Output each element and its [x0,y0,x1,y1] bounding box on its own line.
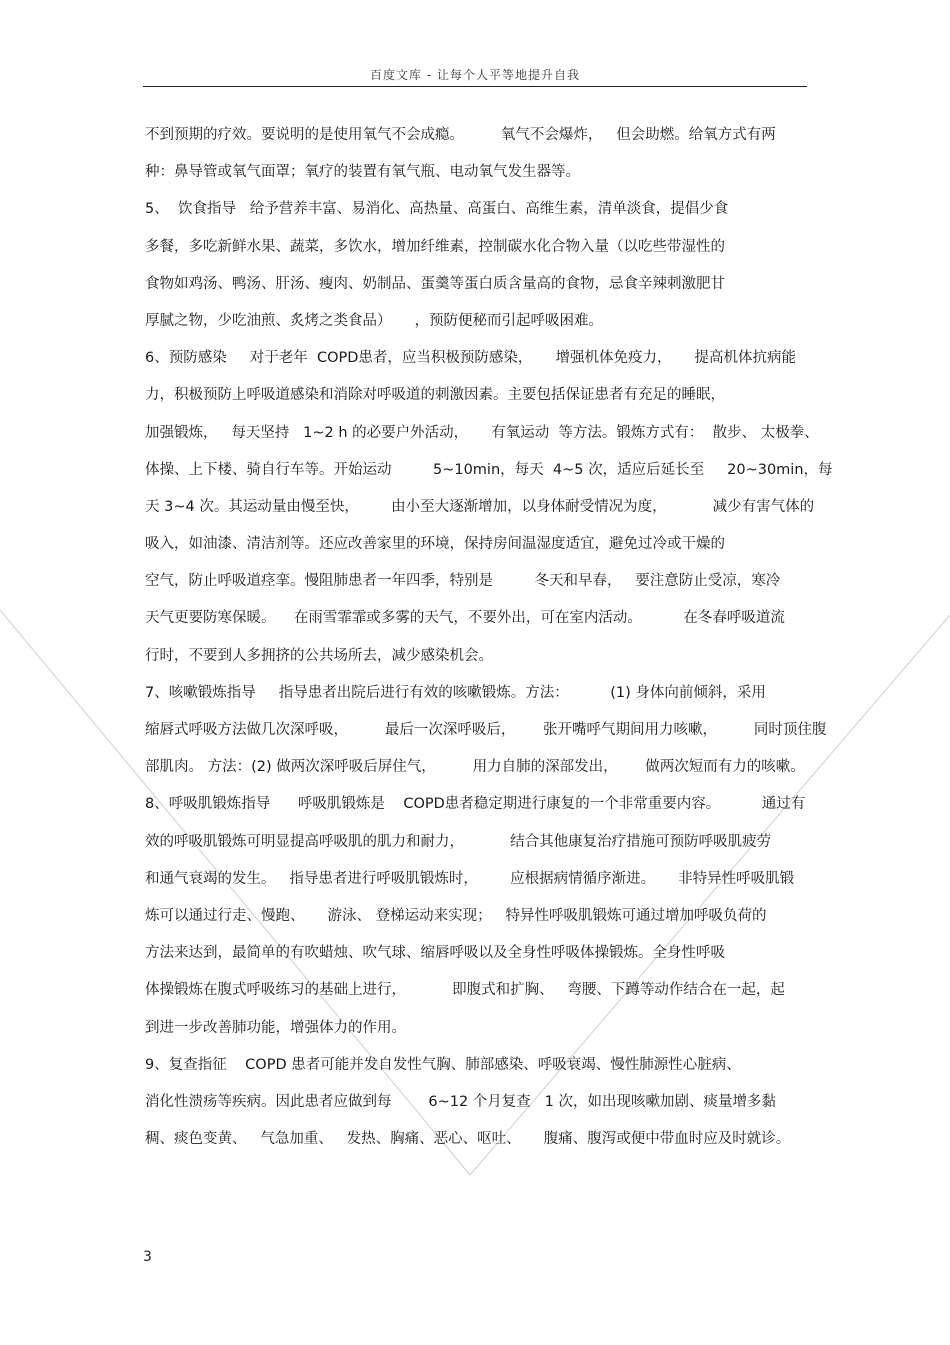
page-number: 3 [143,1249,152,1265]
text-line: 多餐，多吃新鲜水果、蔬菜，多饮水，增加纤维素，控制碳水化合物入量（以吃些带湿性的 [145,238,725,255]
text-line: 部肌肉。 方法：(2) 做两次深呼吸后屏住气， 用力自肺的深部发出， 做两次短而有力的咳嗽。 [145,759,805,776]
text-line: 到进一步改善肺功能，增强体力的作用。 [145,1019,406,1036]
text-line: 方法来达到，最简单的有吹蜡烛、吹气球、缩唇呼吸以及全身性呼吸体操锻炼。全身性呼吸 [145,945,725,962]
text-line: 食物如鸡汤、鸭汤、肝汤、瘦肉、奶制品、蛋羹等蛋白质含量高的食物，忌食辛辣刺激肥甘 [145,275,725,292]
text-line: 效的呼吸肌锻炼可明显提高呼吸肌的肌力和耐力， 结合其他康复治疗措施可预防呼吸肌疲劳 [145,833,772,850]
text-line: 空气，防止呼吸道痉挛。慢阻肺患者一年四季，特别是 冬天和早春， 要注意防止受凉，寒冷 [145,573,781,590]
text-line: 炼可以通过行走、慢跑、 游泳、 登梯运动来实现； 特异性呼吸肌锻炼可通过增加呼吸负荷的 [145,907,767,924]
section-6-infection-prevention: 6、预防感染 对于老年 COPD患者，应当积极预防感染， 增强机体免疫力， 提高机体抗病能 [145,350,797,367]
section-7-cough-training: 7、咳嗽锻炼指导 指导患者出院后进行有效的咳嗽锻炼。方法： (1) 身体向前倾斜，采用 [145,684,766,701]
text-line: 吸入，如油漆、清洁剂等。还应改善家里的环境，保持房间温湿度适宜，避免过冷或干燥的 [145,536,725,553]
text-line: 消化性溃疡等疾病。因此患者应做到每 6~12 个月复查 1 次，如出现咳嗽加剧、痰量增多黏 [145,1093,776,1110]
page-header: 百度文库 - 让每个人平等地提升自我 [370,68,580,82]
text-line: 体操锻炼在腹式呼吸练习的基础上进行， 即腹式和扩胸、 弯腰、下蹲等动作结合在一起，起 [145,982,785,999]
text-line: 体操、上下楼、骑自行车等。开始运动 5~10min，每天 4~5 次，适应后延长至 20~30min，每 [145,461,833,478]
text-line: 种：鼻导管或氧气面罩；氧疗的装置有氧气瓶、电动氧气发生器等。 [145,164,580,181]
section-8-respiratory-muscle-training: 8、呼吸肌锻炼指导 呼吸肌锻炼是 COPD患者稳定期进行康复的一个非常重要内容。 通过有 [145,796,806,813]
section-9-follow-up: 9、复查指征 COPD 患者可能并发自发性气胸、肺部感染、呼吸衰竭、慢性肺源性心脏病、 [145,1056,741,1073]
text-line: 行时，不要到人多拥挤的公共场所去，减少感染机会。 [145,647,493,664]
header-divider [143,86,807,87]
text-line: 力，积极预防上呼吸道感染和消除对呼吸道的刺激因素。主要包括保证患者有充足的睡眠， [145,387,725,404]
document-body [145,120,833,1161]
text-line: 和通气衰竭的发生。 指导患者进行呼吸肌锻炼时， 应根据病情循序渐进。 非特异性呼吸肌锻 [145,870,795,887]
text-line: 天 3~4 次。其运动量由慢至快， 由小至大逐渐增加，以身体耐受情况为度， 减少有害气体的 [145,498,815,515]
text-line: 厚腻之物，少吃油煎、炙烤之类食品） ，预防便秘而引起呼吸困难。 [145,312,604,329]
text-line: 稠、痰色变黄、 气急加重、 发热、胸痛、恶心、呕吐、 腹痛、腹泻或便中带血时应及时就诊。 [145,1131,791,1148]
text-line: 缩唇式呼吸方法做几次深呼吸， 最后一次深呼吸后， 张开嘴呼气期间用力咳嗽， 同时顶住腹 [145,722,827,738]
text-line: 加强锻炼， 每天坚持 1~2 h 的必要户外活动， 有氧运动 等方法。锻炼方式有： 散步、 太极拳、 [145,424,819,441]
section-5-diet: 5、 饮食指导 给予营养丰富、易消化、高热量、高蛋白、高维生素，清单淡食，提倡少食 [145,201,729,218]
text-line: 天气更要防寒保暖。 在雨雪霏霏或多雾的天气，不要外出，可在室内活动。 在冬春呼吸道流 [145,610,785,627]
text-line: 不到预期的疗效。要说明的是使用氧气不会成瘾。 氧气不会爆炸， 但会助燃。给氧方式有两 [145,127,776,143]
